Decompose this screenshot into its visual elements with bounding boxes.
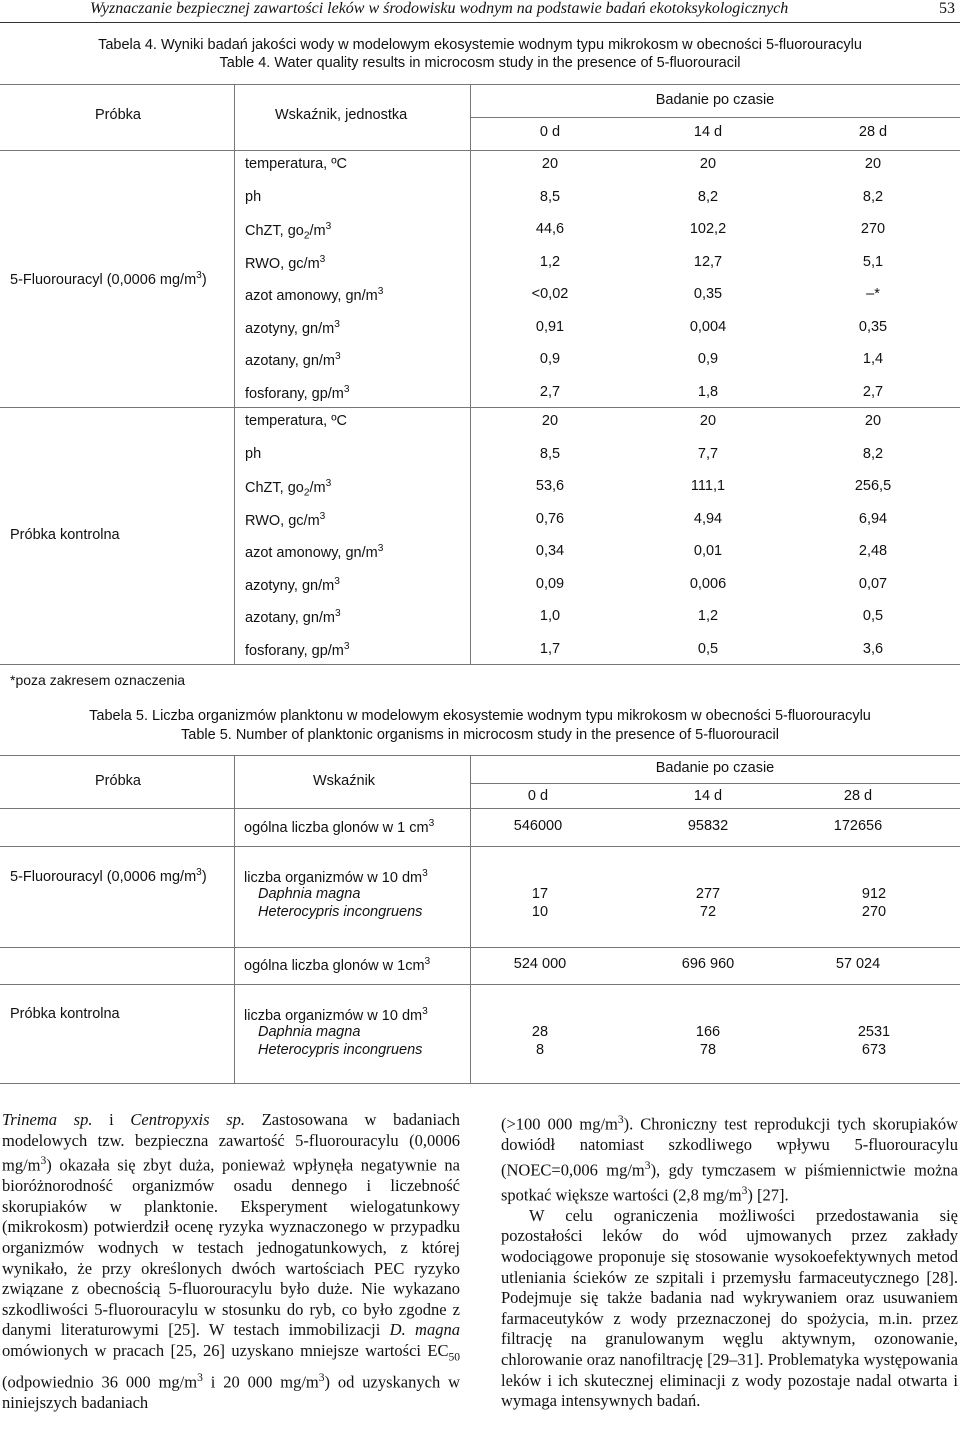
table4-top-rule (0, 84, 960, 85)
body-left-paragraph: Trinema sp. i Centropyxis sp. Zastosowana w badaniach modelowych tzw. bezpieczna zawartość 5-fluorouracylu (0,0006 $mg/m^3$) okazała się zbyt duża, ponieważ wpłynęła negatywnie na bioróżnorodność organizmów osadu dennego i liczebność skorupiaków w planktonie. Eksperyment wielogatunkowy (mikrokosm) potwierdził ocenę ryzyka wyznaczonego w przypadku organizmów wodnych w testach jednogatunkowych, z której wynikało, że przy określonych dwóch wartościach PEC ryzyko związane z obecnością 5-fluorouracylu było duże. Nie wykazano szkodliwości 5-fluorouracylu w stosunku do ryb, co było zgodne z danymi literaturowymi [25]. W testach immobilizacji D. magna omówionych w pracach [25, 26] uzyskano mniejsze wartości $EC_{50}$ (odpowiednio 36 000 $mg/m^3$ i 20 000 $mg/m^3$) od uzyskanych w niniejszych badaniach (2, 1110, 460, 1413)
table5-col-sample: Próbka (95, 773, 141, 789)
table4-caption-en: Table 4. Water quality results in microcosm study in the presence of 5-fluorouracil (219, 55, 741, 71)
table4-g1-fosf-value: 2,7 (539, 383, 561, 400)
table4-col-sample: Próbka (95, 107, 141, 123)
table5-col-divider-2 (470, 755, 471, 1083)
table4-g2-azotyny-value: 0,09 (535, 575, 565, 592)
table4-col-divider-2 (470, 84, 471, 664)
table4-bottom-rule (0, 664, 960, 665)
table5-algae2-rule (0, 984, 960, 985)
table4-g1-amon-value: 0,35 (693, 286, 723, 302)
table4-g1-amon-value: –* (866, 286, 880, 302)
table4-g2-rwo-value: 4,94 (693, 510, 723, 527)
table4-header-rule (0, 150, 960, 151)
table4-g2-ph-label: ph (245, 445, 262, 462)
table4-g1-ph-value: 8,2 (862, 188, 884, 205)
table4-g1-fosf-value: 2,7 (862, 383, 884, 400)
table4-g2-amon-label: azot amonowy, $gn/m^3$ (245, 543, 384, 561)
body-left-column (2, 1110, 460, 1414)
table4-g1-azotany-label: azotany, $gn/m^3$ (245, 351, 341, 369)
table4-g1-temp-label: temperatura, ºC (245, 156, 348, 172)
table5-caption-pl: Tabela 5. Liczba organizmów planktonu w modelowym ekosystemie wodnym typu mikrokosm w obecności 5-fluorouracylu (89, 708, 871, 724)
table4-g1-temp-value: 20 (864, 156, 882, 172)
table4-g1-rwo-label: RWO, $gc/m^3$ (245, 253, 326, 272)
table4-g2-amon-value: 2,48 (858, 543, 888, 559)
table4-g2-ph-value: 7,7 (697, 445, 719, 462)
table4-g1-azotyny-value: 0,91 (535, 318, 565, 335)
table4-day-0: 0 d (539, 124, 561, 140)
table4-g2-azotyny-value: 0,07 (858, 575, 888, 592)
table5-g1-hetero-14: 72 (699, 904, 717, 920)
table4-g2-rwo-label: RWO, $gc/m^3$ (245, 510, 326, 529)
table4-g2-azotyny-value: 0,006 (689, 575, 727, 592)
table4-g1-chzt-value: 102,2 (689, 221, 727, 237)
table5-day-14: 14 d (693, 788, 723, 804)
table5-g2-algae-14: 696 960 (681, 956, 735, 972)
table5-col-indicator: Wskaźnik (313, 773, 376, 789)
table5-caption-en: Table 5. Number of planktonic organisms in microcosm study in the presence of 5-fluorouracil (181, 727, 779, 743)
table4-g1-chzt-value: 44,6 (535, 221, 565, 237)
table5-algae1-rule (0, 846, 960, 847)
table4-g2-amon-value: 0,34 (535, 543, 565, 559)
table4-group-control: Próbka kontrolna (10, 527, 120, 543)
table4-g1-chzt-value: 270 (860, 221, 886, 237)
table5-g1-daphnia-14: 277 (695, 886, 721, 902)
table4-g1-rwo-value: 12,7 (693, 253, 723, 270)
table5-g2-daphnia-14: 166 (695, 1024, 721, 1040)
table5-g2-hetero-0: 8 (535, 1042, 545, 1058)
table4-g1-temp-value: 20 (541, 156, 559, 172)
table5-g2-daphnia-28: 2531 (857, 1024, 891, 1040)
table4-g2-ph-value: 8,5 (539, 445, 561, 462)
table4-g1-ph-value: 8,2 (697, 188, 719, 205)
table5-header-rule (0, 808, 960, 809)
table4-col-divider-1 (234, 84, 235, 664)
table4-g1-amon-value: <0,02 (531, 286, 569, 302)
table4-g2-azotany-value: 0,5 (862, 608, 884, 624)
table4-g2-azotany-value: 1,2 (697, 608, 719, 624)
table5-g2-daphnia-label: Daphnia magna (258, 1024, 361, 1040)
table4-g2-fosf-value: 3,6 (862, 640, 884, 657)
table4-g2-fosf-value: 1,7 (539, 640, 561, 657)
table5-g1-algae-0: 546000 (513, 818, 563, 834)
body-right-column (501, 1110, 958, 1412)
table4-caption-pl: Tabela 4. Wyniki badań jakości wody w modelowym ekosystemie wodnym typu mikrokosm w obecności 5-fluorouracylu (98, 37, 862, 53)
table4-group-rule (0, 407, 960, 408)
table4-g2-fosf-value: 0,5 (697, 640, 719, 657)
table5-group-rule (0, 947, 960, 948)
table4-col-time: Badanie po czasie (655, 92, 775, 108)
body-right-paragraph-1: (>100 000 $mg/m^3$). Chroniczny test reprodukcji tych skorupiaków dowiódł natomiast szkodliwego wpływu 5-fluorouracylu (NOEC=0,006 $mg/m^3$), gdy tymczasem w piśmiennictwie można spotkać większe wartości (2,8 $mg/m^3$) [27]. (501, 1114, 958, 1205)
table4-g2-azotany-value: 1,0 (539, 608, 561, 624)
table4-footnote: *poza zakresem oznaczenia (10, 672, 186, 688)
table5-g1-algae-28: 172656 (833, 818, 883, 834)
table5-group-fluorouracyl: 5-Fluorouracyl (0,0006 $mg/m^3$) (10, 867, 207, 885)
table4-g2-rwo-value: 0,76 (535, 510, 565, 527)
table5-bottom-rule (0, 1083, 960, 1084)
table4-g1-fosf-value: 1,8 (697, 383, 719, 400)
table5-g2-algae-label: ogólna liczba glonów w $1cm^3$ (244, 956, 431, 974)
table5-day-0: 0 d (527, 788, 549, 804)
body-right-paragraph-2: W celu ograniczenia możliwości przedostawania się pozostałości leków do wód ujmowanych przez zakłady wodociągowe proponuje się stosowanie wysokoefektywnych metod utleniania ścieków ze szpitali i przemysłu farmaceutycznego [28]. Podejmuje się także badania nad wykrywaniem oraz usuwaniem farmaceutyków z wody przeznaczonej do spożycia, m.in. przez filtrację na granulowanym węglu aktywnym, ozonowanie, chlorowanie oraz nanofiltrację [29–31]. Problematyka występowania leków i ich skutecznej eliminacji z wody pozostaje nadal otwarta i wymaga intensywnych badań. (501, 1205, 958, 1411)
header-rule (0, 22, 960, 23)
table4-g2-fosf-label: fosforany, $gp/m^3$ (245, 640, 350, 659)
table4-g1-temp-value: 20 (699, 156, 717, 172)
table4-g2-chzt-value: 53,6 (535, 478, 565, 494)
table4-g2-azotany-label: azotany, $gn/m^3$ (245, 608, 341, 626)
table5-g2-algae-0: 524 000 (513, 956, 567, 972)
table4-g2-temp-value: 20 (699, 413, 717, 429)
table5-g1-daphnia-0: 17 (531, 886, 549, 902)
table4-g1-chzt-label: ChZT, $go_2/m^3$ (245, 221, 332, 242)
table4-group-fluorouracyl: 5-Fluorouracyl (0,0006 $mg/m^3$) (10, 270, 207, 288)
table4-g1-amon-label: azot amonowy, $gn/m^3$ (245, 286, 384, 304)
table4-g1-rwo-value: 5,1 (862, 253, 884, 270)
table5-g2-hetero-label: Heterocypris incongruens (258, 1042, 423, 1058)
table4-time-subrule (470, 117, 960, 118)
table4-g2-amon-value: 0,01 (693, 543, 723, 559)
table4-g1-azotany-value: 0,9 (697, 351, 719, 367)
table4-g1-ph-value: 8,5 (539, 188, 561, 205)
table4-g2-chzt-value: 256,5 (854, 478, 892, 494)
table5-g1-algae-14: 95832 (687, 818, 729, 834)
table5-g1-hetero-label: Heterocypris incongruens (258, 904, 423, 920)
table5-col-time: Badanie po czasie (655, 760, 775, 776)
table4-day-28: 28 d (858, 124, 888, 140)
table4-g2-temp-value: 20 (541, 413, 559, 429)
table4-g2-chzt-label: ChZT, $go_2/m^3$ (245, 478, 332, 499)
table4-g1-fosf-label: fosforany, $gp/m^3$ (245, 383, 350, 402)
table5-g2-hetero-14: 78 (699, 1042, 717, 1058)
table4-g1-azotany-value: 1,4 (862, 351, 884, 367)
table5-g1-daphnia-label: Daphnia magna (258, 886, 361, 902)
table4-g1-azotyny-value: 0,35 (858, 318, 888, 335)
table4-g2-temp-label: temperatura, ºC (245, 413, 348, 429)
table5-g1-daphnia-28: 912 (861, 886, 887, 902)
page-number: 53 (939, 0, 955, 17)
table4-g2-temp-value: 20 (864, 413, 882, 429)
table5-col-divider-1 (234, 755, 235, 1083)
table5-g2-algae-28: 57 024 (835, 956, 881, 972)
table4-g2-ph-value: 8,2 (862, 445, 884, 462)
table4-col-indicator: Wskaźnik, jednostka (275, 107, 408, 123)
table5-g1-hetero-28: 270 (861, 904, 887, 920)
running-title: Wyznaczanie bezpiecznej zawartości leków w środowisku wodnym na podstawie badań ekotoksykologicznych (90, 0, 789, 17)
table5-g2-org-label: liczba organizmów w 10 $dm^3$ (244, 1006, 428, 1024)
table5-top-rule (0, 755, 960, 756)
table5-day-28: 28 d (843, 788, 873, 804)
table5-g2-daphnia-0: 28 (531, 1024, 549, 1040)
table4-day-14: 14 d (693, 124, 723, 140)
table5-time-subrule (470, 783, 960, 784)
table4-g2-azotyny-label: azotyny, $gn/m^3$ (245, 575, 340, 594)
table4-g2-chzt-value: 111,1 (690, 478, 726, 494)
table5-g1-algae-label: ogólna liczba glonów w 1 $cm^3$ (244, 818, 435, 836)
table4-g1-rwo-value: 1,2 (539, 253, 561, 270)
table5-g1-hetero-0: 10 (531, 904, 549, 920)
table4-g1-azotyny-label: azotyny, $gn/m^3$ (245, 318, 340, 337)
table4-g1-azotyny-value: 0,004 (689, 318, 727, 335)
table4-g2-rwo-value: 6,94 (858, 510, 888, 527)
table5-g1-org-label: liczba organizmów w 10 $dm^3$ (244, 868, 428, 886)
table4-g1-azotany-value: 0,9 (539, 351, 561, 367)
table5-g2-hetero-28: 673 (861, 1042, 887, 1058)
table4-g1-ph-label: ph (245, 188, 262, 205)
table5-group-control: Próbka kontrolna (10, 1006, 120, 1022)
